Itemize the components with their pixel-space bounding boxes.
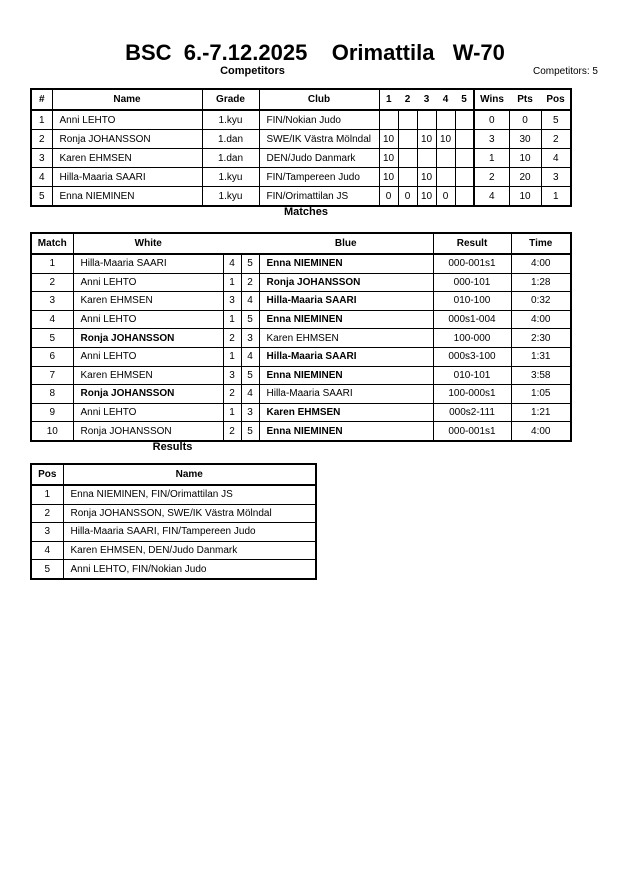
blue-player: Karen EHMSEN xyxy=(259,329,433,348)
match-row xyxy=(31,292,571,311)
match-row xyxy=(31,366,571,385)
competitor-pts: 10 xyxy=(509,149,541,168)
blue-player: Hilla-Maaria SAARI xyxy=(259,385,433,404)
white-player: Karen EHMSEN xyxy=(73,292,223,311)
competitor-name: Hilla-Maaria SAARI xyxy=(52,168,202,187)
blue-player-number: 5 xyxy=(241,366,259,385)
header-white-number xyxy=(223,233,241,254)
score-vs-5 xyxy=(455,149,474,168)
competitor-club: SWE/IK Västra Mölndal xyxy=(259,130,379,149)
matches-table xyxy=(30,232,572,442)
header-opponent-5: 5 xyxy=(455,89,474,110)
result-row xyxy=(31,504,316,523)
competitor-row xyxy=(31,110,571,130)
white-player-number: 1 xyxy=(223,403,241,422)
competitor-grade: 1.kyu xyxy=(202,110,259,130)
competitor-num: 5 xyxy=(31,187,52,207)
competitor-pts: 10 xyxy=(509,187,541,207)
match-row xyxy=(31,273,571,292)
result-pos: 1 xyxy=(31,485,63,504)
blue-player: Hilla-Maaria SAARI xyxy=(259,347,433,366)
competitor-grade: 1.kyu xyxy=(202,187,259,207)
blue-player-number: 5 xyxy=(241,254,259,273)
blue-player-number: 4 xyxy=(241,385,259,404)
score-vs-2 xyxy=(398,130,417,149)
match-result: 000-001s1 xyxy=(433,422,511,441)
match-result: 000s3-100 xyxy=(433,347,511,366)
competitor-num: 4 xyxy=(31,168,52,187)
white-player: Anni LEHTO xyxy=(73,403,223,422)
match-number: 4 xyxy=(31,310,73,329)
white-player-number: 3 xyxy=(223,366,241,385)
match-number: 6 xyxy=(31,347,73,366)
score-vs-3: 10 xyxy=(417,187,436,207)
match-time: 3:58 xyxy=(511,366,571,385)
header-opponent-4: 4 xyxy=(436,89,455,110)
score-vs-2: 0 xyxy=(398,187,417,207)
result-row xyxy=(31,523,316,542)
blue-player-number: 4 xyxy=(241,347,259,366)
match-number: 3 xyxy=(31,292,73,311)
match-row xyxy=(31,385,571,404)
match-number: 9 xyxy=(31,403,73,422)
match-time: 4:00 xyxy=(511,254,571,273)
result-pos: 2 xyxy=(31,504,63,523)
header-pos: Pos xyxy=(31,464,63,485)
score-vs-4 xyxy=(436,110,455,130)
competitor-wins: 0 xyxy=(474,110,509,130)
result-name: Hilla-Maaria SAARI, FIN/Tampereen Judo xyxy=(63,523,316,542)
header-white: White xyxy=(73,233,223,254)
result-row xyxy=(31,541,316,560)
match-result: 100-000s1 xyxy=(433,385,511,404)
blue-player: Enna NIEMINEN xyxy=(259,366,433,385)
white-player: Anni LEHTO xyxy=(73,273,223,292)
white-player-number: 1 xyxy=(223,310,241,329)
result-pos: 3 xyxy=(31,523,63,542)
matches-section-heading: Matches xyxy=(283,206,329,218)
blue-player-number: 4 xyxy=(241,292,259,311)
match-row xyxy=(31,329,571,348)
competitor-row xyxy=(31,149,571,168)
score-vs-3: 10 xyxy=(417,168,436,187)
white-player-number: 4 xyxy=(223,254,241,273)
match-time: 1:28 xyxy=(511,273,571,292)
competitor-club: FIN/Nokian Judo xyxy=(259,110,379,130)
white-player: Hilla-Maaria SAARI xyxy=(73,254,223,273)
blue-player: Karen EHMSEN xyxy=(259,403,433,422)
white-player-number: 1 xyxy=(223,273,241,292)
blue-player-number: 3 xyxy=(241,329,259,348)
header-name: Name xyxy=(52,89,202,110)
competitor-num: 1 xyxy=(31,110,52,130)
result-name: Karen EHMSEN, DEN/Judo Danmark xyxy=(63,541,316,560)
results-header-row xyxy=(31,464,316,485)
competitors-table xyxy=(30,88,572,207)
header-result: Result xyxy=(433,233,511,254)
score-vs-4: 10 xyxy=(436,130,455,149)
result-name: Enna NIEMINEN, FIN/Orimattilan JS xyxy=(63,485,316,504)
match-row xyxy=(31,422,571,441)
score-vs-5 xyxy=(455,110,474,130)
competitors-count: Competitors: 5 xyxy=(532,66,598,77)
competitor-wins: 4 xyxy=(474,187,509,207)
competitor-club: FIN/Orimattilan JS xyxy=(259,187,379,207)
blue-player: Enna NIEMINEN xyxy=(259,254,433,273)
score-vs-5 xyxy=(455,130,474,149)
match-number: 1 xyxy=(31,254,73,273)
competitor-row xyxy=(31,187,571,207)
header-pos: Pos xyxy=(541,89,571,110)
score-vs-1: 0 xyxy=(379,187,398,207)
score-vs-3: 10 xyxy=(417,130,436,149)
white-player: Anni LEHTO xyxy=(73,347,223,366)
match-number: 10 xyxy=(31,422,73,441)
competitor-num: 2 xyxy=(31,130,52,149)
match-time: 2:30 xyxy=(511,329,571,348)
competitor-grade: 1.dan xyxy=(202,130,259,149)
white-player: Ronja JOHANSSON xyxy=(73,385,223,404)
header-blue: Blue xyxy=(259,233,433,254)
header-opponent-1: 1 xyxy=(379,89,398,110)
matches-header-row xyxy=(31,233,571,254)
match-number: 2 xyxy=(31,273,73,292)
result-pos: 4 xyxy=(31,541,63,560)
blue-player-number: 5 xyxy=(241,310,259,329)
competitors-section-heading: Competitors xyxy=(220,65,285,77)
competitor-pos: 3 xyxy=(541,168,571,187)
competitor-row xyxy=(31,168,571,187)
blue-player: Ronja JOHANSSON xyxy=(259,273,433,292)
score-vs-3 xyxy=(417,149,436,168)
white-player-number: 1 xyxy=(223,347,241,366)
match-row xyxy=(31,347,571,366)
header-opponent-3: 3 xyxy=(417,89,436,110)
results-section-heading: Results xyxy=(152,441,193,453)
competitor-pos: 4 xyxy=(541,149,571,168)
white-player-number: 2 xyxy=(223,385,241,404)
match-time: 1:05 xyxy=(511,385,571,404)
header-time: Time xyxy=(511,233,571,254)
score-vs-2 xyxy=(398,168,417,187)
competitor-row xyxy=(31,130,571,149)
blue-player: Enna NIEMINEN xyxy=(259,422,433,441)
white-player-number: 2 xyxy=(223,422,241,441)
competitor-pos: 1 xyxy=(541,187,571,207)
match-row xyxy=(31,310,571,329)
competitor-name: Anni LEHTO xyxy=(52,110,202,130)
competitor-grade: 1.dan xyxy=(202,149,259,168)
competitor-wins: 2 xyxy=(474,168,509,187)
competitor-pos: 2 xyxy=(541,130,571,149)
competitor-name: Karen EHMSEN xyxy=(52,149,202,168)
competitor-grade: 1.kyu xyxy=(202,168,259,187)
match-time: 4:00 xyxy=(511,422,571,441)
page-title: BSC 6.-7.12.2025 Orimattila W-70 xyxy=(125,40,505,65)
match-result: 010-101 xyxy=(433,366,511,385)
competitor-pos: 5 xyxy=(541,110,571,130)
score-vs-1: 10 xyxy=(379,168,398,187)
white-player: Ronja JOHANSSON xyxy=(73,422,223,441)
header-blue-number xyxy=(241,233,259,254)
match-result: 000s1-004 xyxy=(433,310,511,329)
white-player: Anni LEHTO xyxy=(73,310,223,329)
competitor-name: Enna NIEMINEN xyxy=(52,187,202,207)
score-vs-2 xyxy=(398,110,417,130)
blue-player: Enna NIEMINEN xyxy=(259,310,433,329)
competitor-wins: 1 xyxy=(474,149,509,168)
blue-player: Hilla-Maaria SAARI xyxy=(259,292,433,311)
blue-player-number: 5 xyxy=(241,422,259,441)
score-vs-5 xyxy=(455,187,474,207)
score-vs-1 xyxy=(379,110,398,130)
score-vs-3 xyxy=(417,110,436,130)
white-player: Ronja JOHANSSON xyxy=(73,329,223,348)
competitor-name: Ronja JOHANSSON xyxy=(52,130,202,149)
score-vs-1: 10 xyxy=(379,130,398,149)
header-name: Name xyxy=(63,464,316,485)
header-pts: Pts xyxy=(509,89,541,110)
header-club: Club xyxy=(259,89,379,110)
match-result: 000-001s1 xyxy=(433,254,511,273)
competitors-header-row xyxy=(31,89,571,110)
result-row xyxy=(31,560,316,579)
blue-player-number: 2 xyxy=(241,273,259,292)
header-grade: Grade xyxy=(202,89,259,110)
match-result: 010-100 xyxy=(433,292,511,311)
competitor-pts: 0 xyxy=(509,110,541,130)
score-vs-4 xyxy=(436,149,455,168)
white-player: Karen EHMSEN xyxy=(73,366,223,385)
white-player-number: 3 xyxy=(223,292,241,311)
results-table xyxy=(30,463,317,580)
match-number: 7 xyxy=(31,366,73,385)
match-number: 8 xyxy=(31,385,73,404)
match-time: 1:21 xyxy=(511,403,571,422)
competitor-num: 3 xyxy=(31,149,52,168)
score-vs-5 xyxy=(455,168,474,187)
competitor-pts: 30 xyxy=(509,130,541,149)
result-pos: 5 xyxy=(31,560,63,579)
header-match: Match xyxy=(31,233,73,254)
competitor-club: DEN/Judo Danmark xyxy=(259,149,379,168)
score-vs-4: 0 xyxy=(436,187,455,207)
match-result: 000-101 xyxy=(433,273,511,292)
result-name: Anni LEHTO, FIN/Nokian Judo xyxy=(63,560,316,579)
match-row xyxy=(31,403,571,422)
competitor-wins: 3 xyxy=(474,130,509,149)
competitor-pts: 20 xyxy=(509,168,541,187)
match-number: 5 xyxy=(31,329,73,348)
match-result: 000s2-111 xyxy=(433,403,511,422)
score-vs-1: 10 xyxy=(379,149,398,168)
competitor-club: FIN/Tampereen Judo xyxy=(259,168,379,187)
match-row xyxy=(31,254,571,273)
match-time: 1:31 xyxy=(511,347,571,366)
match-result: 100-000 xyxy=(433,329,511,348)
header-num: # xyxy=(31,89,52,110)
header-wins: Wins xyxy=(474,89,509,110)
white-player-number: 2 xyxy=(223,329,241,348)
match-time: 0:32 xyxy=(511,292,571,311)
result-name: Ronja JOHANSSON, SWE/IK Västra Mölndal xyxy=(63,504,316,523)
result-row xyxy=(31,485,316,504)
score-vs-2 xyxy=(398,149,417,168)
header-opponent-2: 2 xyxy=(398,89,417,110)
match-time: 4:00 xyxy=(511,310,571,329)
score-vs-4 xyxy=(436,168,455,187)
blue-player-number: 3 xyxy=(241,403,259,422)
